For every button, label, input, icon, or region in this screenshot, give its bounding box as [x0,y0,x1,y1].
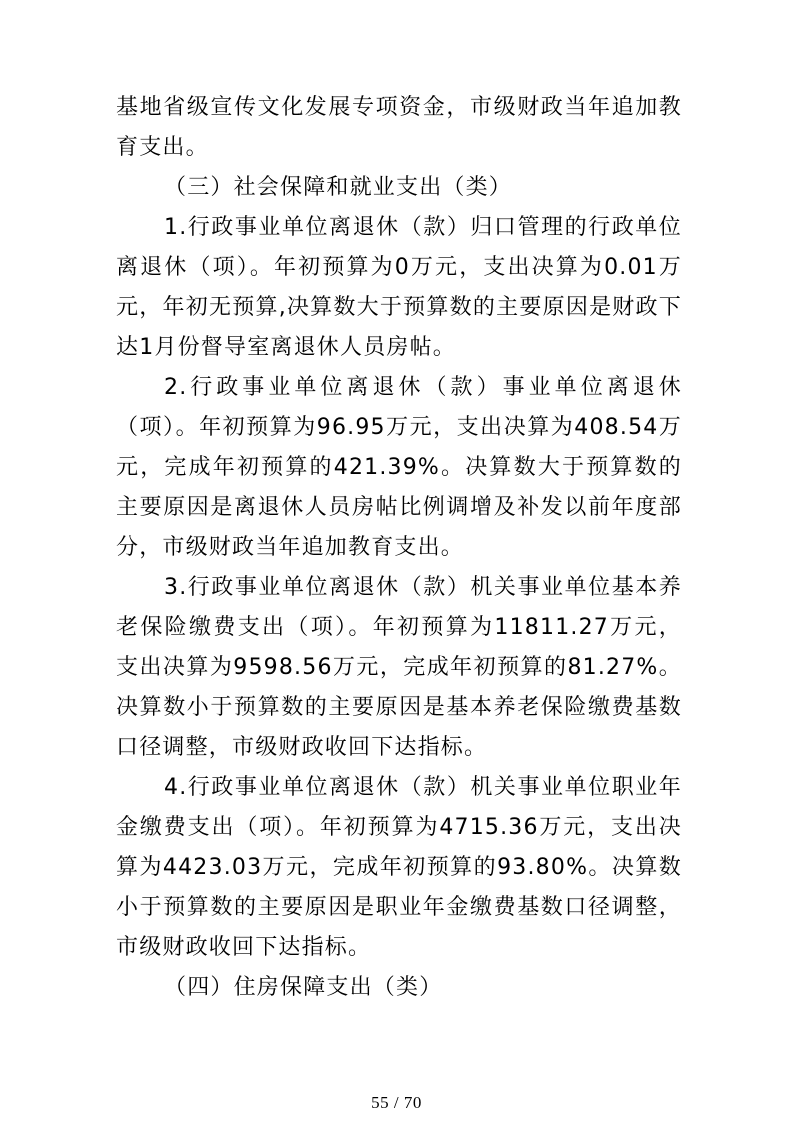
section-heading-housing: （四）住房保障支出（类） [164,975,443,1000]
section-heading-social-security: （三）社会保障和就业支出（类） [164,175,513,200]
paragraph-continuation: 基地省级宣传文化发展专项资金，市级财政当年追加教育支出。 [116,95,682,160]
paragraph-item-4: 4.行政事业单位离退休（款）机关事业单位职业年金缴费支出（项）。年初预算为4715.36万元，支出决算为4423.03万元，完成年初预算的93.80%。决算数小于预算数的主要原因是职业年金缴费基数口径调整，市级财政收回下达指标。 [116,775,682,960]
page-number: 55 / 70 [371,1093,422,1112]
document-body [116,88,682,1008]
paragraph-item-3: 3.行政事业单位离退休（款）机关事业单位基本养老保险缴费支出（项）。年初预算为11811.27万元，支出决算为9598.56万元，完成年初预算的81.27%。决算数小于预算数的主要原因是基本养老保险缴费基数口径调整，市级财政收回下达指标。 [116,575,682,760]
paragraph-item-1: 1.行政事业单位离退休（款）归口管理的行政单位离退休（项）。年初预算为0万元，支出决算为0.01万元，年初无预算,决算数大于预算数的主要原因是财政下达1月份督导室离退休人员房帖。 [116,215,682,360]
paragraph-item-2: 2.行政事业单位离退休（款）事业单位离退休（项）。年初预算为96.95万元，支出决算为408.54万元，完成年初预算的421.39%。决算数大于预算数的主要原因是离退休人员房帖比例调增及补发以前年度部分，市级财政当年追加教育支出。 [116,375,682,560]
